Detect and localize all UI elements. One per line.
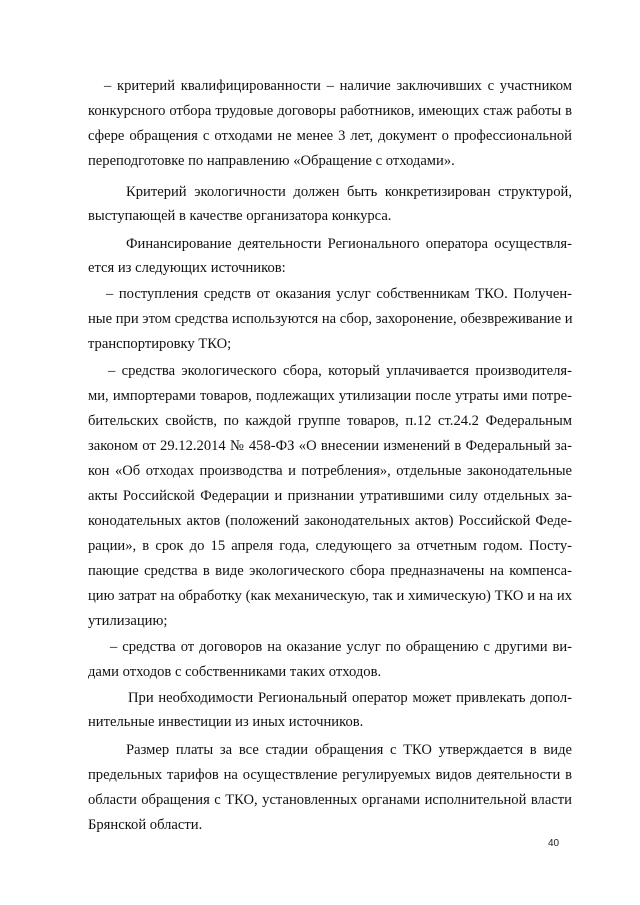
paragraph-line: переподготовке по направлению «Обращение с отходами». xyxy=(88,153,455,169)
paragraph-line: При необходимости Региональный оператор может привлекать допол- xyxy=(128,690,572,706)
paragraph-line: утилизацию; xyxy=(88,613,168,629)
paragraph-line: области обращения с ТКО, установленных органами исполнительной власти xyxy=(88,792,572,808)
paragraph-line: бительских свойств, по каждой группе товаров, п.12 ст.24.2 Федеральным xyxy=(88,413,572,429)
paragraph-line: нительные инвестиции из иных источников. xyxy=(88,714,364,730)
paragraph-line: – средства экологического сбора, который уплачивается производителя- xyxy=(108,363,572,379)
paragraph-line: ется из следующих источников: xyxy=(88,260,286,276)
paragraph-line: законом от 29.12.2014 № 458-ФЗ «О внесении изменений в Федеральный за- xyxy=(88,438,572,454)
paragraph-line: Финансирование деятельности Регионального оператора осуществля- xyxy=(126,236,572,252)
paragraph-line: Брянской области. xyxy=(88,817,203,833)
paragraph-line: цию затрат на обработку (как механическую, так и химическую) ТКО и на их xyxy=(88,588,572,604)
paragraph-line: выступающей в качестве организатора конкурса. xyxy=(88,208,392,224)
paragraph-line: дами отходов с собственниками таких отходов. xyxy=(88,664,382,680)
paragraph-line: – критерий квалифицированности – наличие заключивших с участником xyxy=(104,78,572,94)
paragraph-line: рации», в срок до 15 апреля года, следующего за отчетным годом. Посту- xyxy=(88,538,572,554)
paragraph-line: кон «Об отходах производства и потребления», отдельные законодательные xyxy=(88,463,572,479)
paragraph-line: сфере обращения с отходами не менее 3 лет, документ о профессиональной xyxy=(88,128,572,144)
paragraph-line: Размер платы за все стадии обращения с ТКО утверждается в виде xyxy=(126,742,572,758)
paragraph-line: пающие средства в виде экологического сбора предназначены на компенса- xyxy=(88,563,572,579)
paragraph-line: ми, импортерами товаров, подлежащих утилизации после утраты ими потре- xyxy=(88,388,572,404)
paragraph-line: предельных тарифов на осуществление регулируемых видов деятельности в xyxy=(88,767,572,783)
paragraph-line: конкурсного отбора трудовые договоры работников, имеющих стаж работы в xyxy=(88,103,572,119)
paragraph-line: транспортировку ТКО; xyxy=(88,336,232,352)
paragraph-line: – поступления средств от оказания услуг собственникам ТКО. Получен- xyxy=(106,286,572,302)
paragraph-line: Критерий экологичности должен быть конкретизирован структурой, xyxy=(126,184,572,200)
page-number: 40 xyxy=(548,838,560,849)
paragraph-line: конодательных актов (положений законодательных актов) Российской Феде- xyxy=(88,513,572,529)
paragraph-line: акты Российской Федерации и признании утратившими силу отдельных за- xyxy=(88,488,572,504)
paragraph-line: ные при этом средства используются на сбор, захоронение, обезвреживание и xyxy=(88,311,573,327)
paragraph-line: – средства от договоров на оказание услуг по обращению с другими ви- xyxy=(110,639,572,655)
